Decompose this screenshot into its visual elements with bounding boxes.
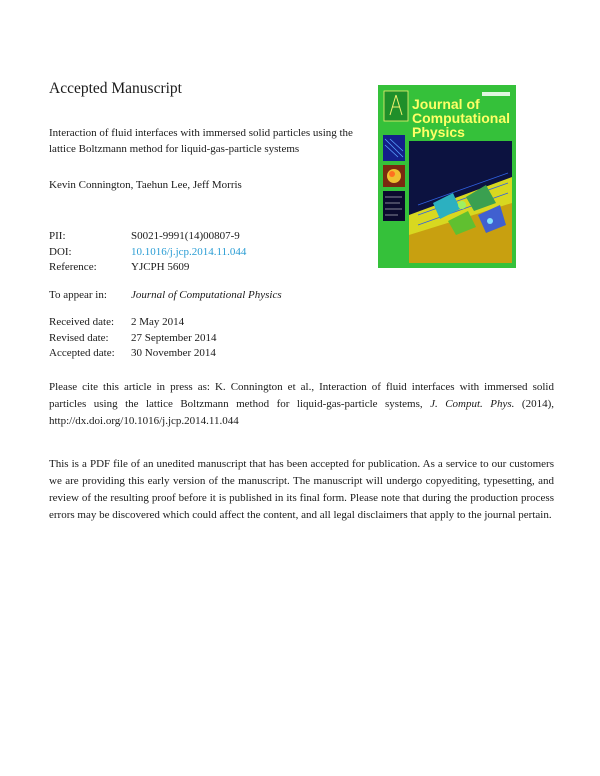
disclaimer-paragraph: This is a PDF file of an unedited manuscript that has been accepted for publication. As a service to our customers we are providing this early version of the manuscript. The manuscript will undergo copyediting, typesetting, and review of the resulting proof before it is published in its final form. Please note that during the production process errors may be discovered which could affect the content, and all legal disclaimers that apply to the journal pertain. [49, 458, 554, 521]
received-label: Received date: [49, 316, 115, 328]
pii-value: S0021-9991(14)00807-9 [131, 230, 240, 242]
manuscript-heading: Accepted Manuscript [49, 80, 182, 97]
journal-name: Journal of Computational Physics [131, 289, 282, 301]
doi-label: DOI: [49, 245, 72, 258]
accepted-date: 30 November 2014 [131, 347, 216, 359]
pii-label: PII: [49, 230, 66, 242]
citation-prefix: Please cite this article in press as: K. Connington et al., Interaction of fluid interfaces with immersed solid particles using the lattice Boltzmann method for liquid-gas-particle systems, [49, 381, 554, 410]
article-title: Interaction of fluid interfaces with immersed solid particles using the lattice Boltzmann method for liquid-gas-particle systems [49, 127, 353, 155]
cover-journal-title [412, 97, 510, 139]
reference-value: YJCPH 5609 [131, 261, 190, 273]
cover-title-line-1: Journal of [412, 96, 480, 112]
received-date: 2 May 2014 [131, 316, 185, 328]
reference-label: Reference: [49, 261, 97, 273]
thumbnail-3-icon [383, 191, 405, 221]
revised-label: Revised date: [49, 331, 109, 344]
citation-journal: J. Comput. Phys. [430, 398, 515, 410]
journal-cover [378, 85, 516, 268]
article-authors: Kevin Connington, Taehun Lee, Jeff Morris [49, 179, 242, 191]
revised-date: 27 September 2014 [131, 331, 217, 344]
appear-in-block [49, 288, 349, 304]
cover-title-line-2: Computational [412, 110, 510, 126]
doi-link[interactable]: 10.1016/j.jcp.2014.11.044 [131, 245, 247, 258]
accepted-label: Accepted date: [49, 347, 115, 359]
appear-in-label: To appear in: [49, 289, 107, 301]
citation-paragraph [49, 379, 554, 430]
identifier-block [49, 229, 349, 276]
citation-suffix: (2014), http://dx.doi.org/10.1016/j.jcp.2014.11.044 [49, 398, 554, 427]
cover-title-line-3: Physics [412, 124, 465, 140]
dates-block [49, 315, 349, 362]
